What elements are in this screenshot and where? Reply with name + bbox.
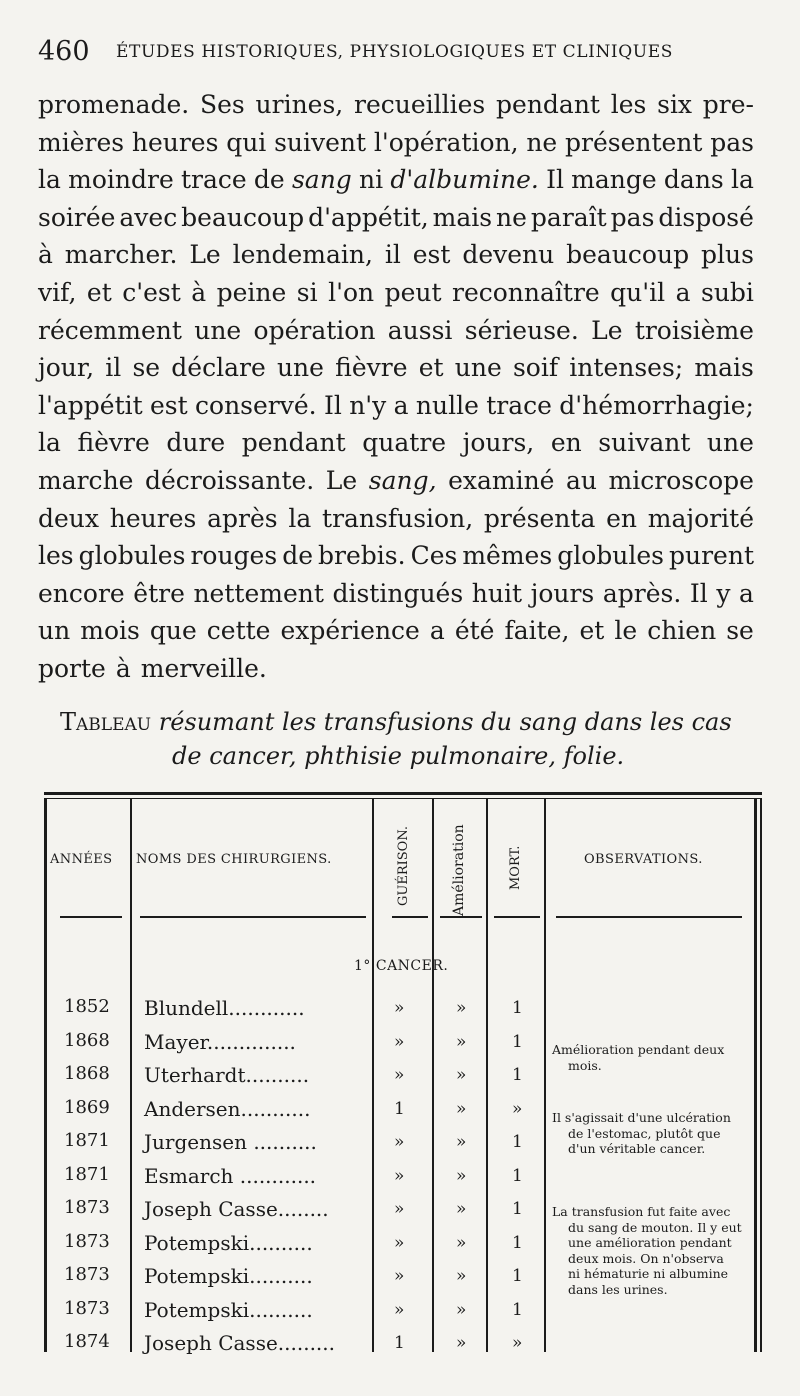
row-improvement: » <box>456 1333 467 1353</box>
row-death: 1 <box>512 1065 523 1085</box>
word: qui <box>226 127 267 157</box>
word: à <box>191 278 207 307</box>
word: pas <box>710 127 754 157</box>
word: a <box>675 278 691 307</box>
caption-rest: résumant les transfusions du sang dans les cas <box>158 708 732 736</box>
word: ne <box>526 127 558 157</box>
word: a <box>739 578 754 608</box>
header-rule <box>494 916 540 918</box>
table-row <box>44 1164 762 1197</box>
word: rouges <box>190 541 278 571</box>
row-year: 1874 <box>64 1331 110 1352</box>
body-line <box>38 201 754 235</box>
row-improvement: » <box>456 1199 467 1219</box>
row-improvement: » <box>456 998 467 1018</box>
body-line <box>38 88 754 122</box>
word: la <box>38 165 61 195</box>
row-cure: » <box>394 1132 405 1152</box>
body-line <box>38 389 754 423</box>
body-line <box>38 426 754 460</box>
word: et <box>418 353 444 383</box>
word: fièvre <box>335 353 408 383</box>
observation-line: d'un véritable cancer. <box>568 1141 706 1156</box>
caption-lead: Tableau <box>60 708 152 736</box>
row-death: 1 <box>512 1266 523 1286</box>
word: deux <box>38 503 99 533</box>
word: Il <box>323 390 342 420</box>
word: être <box>133 578 185 608</box>
row-death: 1 <box>512 1165 523 1186</box>
word: huit <box>471 578 522 608</box>
caption-line-2: de cancer, phthisie pulmonaire, folie. <box>172 742 625 770</box>
row-surgeon: Potempski.......... <box>144 1230 313 1255</box>
word: est <box>412 240 451 270</box>
word: les <box>610 90 647 119</box>
word: mais <box>432 202 493 232</box>
row-improvement: » <box>456 1266 467 1286</box>
row-death: 1 <box>512 1232 523 1253</box>
observation-line: dans les urines. <box>568 1281 668 1297</box>
word: un <box>38 616 71 646</box>
observation-line: Amélioration pendant deux <box>552 1042 725 1057</box>
body-line <box>38 163 754 197</box>
word: mange <box>571 165 657 195</box>
word: Le <box>591 315 623 345</box>
word: une <box>276 353 324 383</box>
row-improvement: » <box>456 1299 467 1320</box>
header-improvement: Amélioration <box>451 824 467 916</box>
word: soirée <box>38 202 116 232</box>
observation-line: une amélioration pendant <box>568 1235 732 1250</box>
word: reconnaître <box>452 278 600 307</box>
header-rule <box>140 916 366 918</box>
word: globules <box>78 541 186 571</box>
word: majorité <box>647 503 754 533</box>
word: cette <box>206 616 271 646</box>
word: quatre <box>362 428 447 458</box>
word: suivent <box>274 127 367 157</box>
word: ne <box>496 202 527 232</box>
word: décroissante. <box>145 466 315 495</box>
observation-line: ni hématurie ni albumine <box>568 1266 729 1281</box>
word: lendemain, <box>232 240 373 270</box>
header-observations: OBSERVATIONS. <box>584 852 703 867</box>
word: une <box>454 353 502 383</box>
body-line <box>38 351 754 385</box>
word: y <box>716 578 731 608</box>
word: est <box>150 390 188 420</box>
word: après. <box>602 578 682 608</box>
table-top-rule <box>44 792 762 795</box>
row-cure: » <box>394 1065 405 1085</box>
body-line <box>38 539 754 573</box>
word: les <box>38 541 74 571</box>
row-year: 1868 <box>64 1029 110 1051</box>
row-death: » <box>512 1098 523 1119</box>
word: à <box>38 240 53 270</box>
word: une <box>194 315 242 345</box>
word: mois <box>80 616 140 646</box>
word: mières <box>38 127 125 157</box>
word: d'albumine. <box>390 165 539 195</box>
row-surgeon: Joseph Casse......... <box>144 1331 336 1355</box>
row-surgeon: Uterhardt.......... <box>144 1063 310 1087</box>
word: à <box>115 654 131 683</box>
word: que <box>149 616 197 646</box>
row-cure: 1 <box>394 1333 405 1353</box>
word: se <box>726 616 754 646</box>
row-year: 1871 <box>64 1163 110 1185</box>
observation-line: du sang de mouton. Il y eut <box>568 1219 742 1235</box>
word: la <box>731 165 754 195</box>
word: déclare <box>171 353 266 383</box>
word: pendant <box>241 428 346 458</box>
body-line <box>38 464 754 498</box>
running-title: ÉTUDES HISTORIQUES, PHYSIOLOGIQUES ET CLINIQUES <box>116 42 673 62</box>
row-death: 1 <box>512 998 523 1018</box>
row-year: 1873 <box>64 1230 110 1252</box>
section-cancer: 1° CANCER. <box>354 958 449 974</box>
transfusion-table <box>44 792 762 1355</box>
observation-line: La transfusion fut faite avec <box>552 1204 731 1219</box>
word: six <box>657 90 693 119</box>
row-improvement: » <box>456 1031 467 1052</box>
word: de <box>282 541 313 571</box>
header-rule <box>556 916 742 918</box>
row-surgeon: Jurgensen .......... <box>144 1130 317 1154</box>
row-year: 1873 <box>64 1297 110 1319</box>
word: purent <box>669 541 754 571</box>
word: distingués <box>332 578 464 608</box>
row-surgeon: Mayer.............. <box>144 1029 296 1054</box>
word: récemment <box>38 315 182 345</box>
word: encore <box>38 578 125 608</box>
row-improvement: » <box>456 1098 467 1119</box>
body-line <box>38 577 754 611</box>
row-surgeon: Blundell............ <box>144 996 305 1020</box>
word: l'opération, <box>373 127 519 157</box>
row-improvement: » <box>456 1232 467 1253</box>
header-rule <box>60 916 122 918</box>
word: vif, <box>38 278 77 307</box>
word: en <box>606 503 638 533</box>
word: la <box>38 428 61 458</box>
word: une <box>706 428 754 458</box>
word: n'y <box>349 390 387 420</box>
row-year: 1871 <box>64 1130 110 1151</box>
word: c'est <box>122 278 181 307</box>
word: d'appétit, <box>308 202 429 232</box>
word: microscope <box>608 466 754 495</box>
word: porte <box>38 654 106 683</box>
row-surgeon: Andersen........... <box>144 1096 311 1121</box>
row-death: » <box>512 1333 523 1353</box>
word: marche <box>38 466 134 495</box>
word: Ses <box>200 90 245 119</box>
word: peut <box>384 278 442 307</box>
word: chien <box>647 616 717 646</box>
word: sang, <box>368 466 437 495</box>
body-line <box>38 238 754 272</box>
word: peine <box>216 278 287 307</box>
word: plus <box>700 240 754 270</box>
word: troisième <box>634 315 754 345</box>
word: paraît <box>530 202 607 232</box>
word: globules <box>557 541 664 571</box>
body-line <box>38 276 754 310</box>
word: d'hémorrhagie; <box>559 390 754 420</box>
observation-line: mois. <box>568 1057 602 1073</box>
word: intenses; <box>569 353 684 383</box>
row-year: 1873 <box>64 1264 110 1285</box>
word: conservé. <box>195 390 317 420</box>
word: subi <box>700 278 754 307</box>
observation-line: de l'estomac, plutôt que <box>568 1125 721 1141</box>
word: sérieuse. <box>464 315 579 345</box>
word: pendant <box>496 90 600 119</box>
word: a <box>429 616 445 646</box>
word: promenade. <box>38 90 190 119</box>
word: jours, <box>462 428 535 458</box>
row-improvement: » <box>456 1165 467 1186</box>
word: examiné <box>448 466 555 495</box>
word: Il <box>546 165 564 195</box>
word: dure <box>166 428 226 458</box>
table-top-rule-thin <box>44 798 762 799</box>
word: si <box>296 278 318 307</box>
word: heures <box>109 503 197 533</box>
word: heures <box>131 127 219 157</box>
word: dans <box>663 165 724 195</box>
word: suivant <box>598 428 691 458</box>
word: Le <box>325 466 358 495</box>
header-years: ANNÉES <box>50 852 113 867</box>
body-line <box>38 126 754 160</box>
running-header <box>38 36 758 70</box>
row-cure: » <box>394 1299 405 1320</box>
word: nulle <box>415 390 479 420</box>
word: il <box>105 353 122 383</box>
word: Il <box>689 578 708 608</box>
row-death: 1 <box>512 1199 523 1219</box>
word: pre- <box>702 90 754 119</box>
word: moindre <box>68 165 174 195</box>
word: pas <box>610 202 655 232</box>
row-cure: » <box>394 1266 405 1286</box>
word: urines, <box>255 90 344 119</box>
row-death: 1 <box>512 1299 523 1320</box>
word: sang <box>291 165 352 195</box>
word: l'on <box>328 278 375 307</box>
word: avec <box>119 202 178 232</box>
word: et <box>86 278 112 307</box>
row-surgeon: Potempski.......... <box>144 1264 313 1288</box>
table-row <box>44 1331 762 1364</box>
word: il <box>384 240 401 270</box>
word: beaucoup <box>181 202 305 232</box>
header-rule <box>440 916 482 918</box>
word: en <box>550 428 582 458</box>
row-surgeon: Joseph Casse........ <box>144 1197 329 1221</box>
body-line <box>38 614 754 648</box>
table-caption-line-1 <box>60 706 750 738</box>
word: faite, <box>504 616 570 646</box>
row-cure: » <box>394 998 405 1018</box>
row-cure: » <box>394 1199 405 1219</box>
row-year: 1868 <box>64 1063 110 1084</box>
table-row <box>44 1063 762 1096</box>
row-death: 1 <box>512 1031 523 1052</box>
word: mêmes <box>462 541 553 571</box>
word: Ces <box>410 541 458 571</box>
word: mais <box>694 353 754 383</box>
row-year: 1869 <box>64 1096 110 1118</box>
word: présentent <box>564 127 703 157</box>
header-death: MORT. <box>508 845 523 890</box>
word: qu'il <box>610 278 666 307</box>
row-cure: 1 <box>394 1098 405 1119</box>
word: disposé <box>658 202 754 232</box>
table-caption-line-2 <box>172 740 732 772</box>
row-improvement: » <box>456 1065 467 1085</box>
word: après <box>207 503 278 533</box>
observation-line: deux mois. On n'observa <box>568 1250 724 1266</box>
body-line <box>38 502 754 536</box>
body-line <box>38 314 754 348</box>
header-cure: GUÉRISON. <box>396 826 411 906</box>
word: brebis. <box>318 541 406 571</box>
word: trace <box>180 165 247 195</box>
row-surgeon: Potempski.......... <box>144 1297 313 1322</box>
word: la <box>288 503 312 533</box>
word: jour, <box>38 353 95 383</box>
word: au <box>566 466 598 495</box>
row-improvement: » <box>456 1132 467 1152</box>
word: se <box>132 353 161 383</box>
observation-line: Il s'agissait d'une ulcération <box>552 1110 731 1125</box>
word: a <box>393 390 409 420</box>
word: soif <box>512 353 559 383</box>
word: expérience <box>280 616 420 646</box>
word: présenta <box>483 503 596 533</box>
row-cure: » <box>394 1031 405 1052</box>
word: et <box>579 616 605 646</box>
table-row <box>44 996 762 1029</box>
word: beaucoup <box>566 240 690 270</box>
word: ni <box>359 165 384 195</box>
word: jours <box>530 578 595 608</box>
word: été <box>454 616 495 646</box>
row-year: 1852 <box>64 996 110 1017</box>
row-surgeon: Esmarch ............ <box>144 1163 317 1188</box>
table-row <box>44 1298 762 1331</box>
word: aussi <box>387 315 453 345</box>
word: trace <box>486 390 552 420</box>
word: de <box>253 165 285 195</box>
body-line <box>38 652 754 686</box>
word: marcher. <box>64 240 178 270</box>
word: transfusion, <box>322 503 474 533</box>
word: recueillies <box>354 90 486 119</box>
word: devenu <box>462 240 555 270</box>
row-cure: » <box>394 1232 405 1253</box>
header-surgeons: NOMS DES CHIRURGIENS. <box>136 852 332 867</box>
word: l'appétit <box>38 390 143 420</box>
word: fièvre <box>77 428 150 458</box>
word: merveille. <box>140 654 267 683</box>
page-number: 460 <box>38 36 90 67</box>
row-cure: » <box>394 1165 405 1186</box>
word: nettement <box>193 578 324 608</box>
word: le <box>614 616 638 646</box>
row-year: 1873 <box>64 1197 110 1218</box>
word: opération <box>253 315 376 345</box>
header-rule <box>392 916 428 918</box>
word: Le <box>189 240 221 270</box>
row-death: 1 <box>512 1132 523 1152</box>
